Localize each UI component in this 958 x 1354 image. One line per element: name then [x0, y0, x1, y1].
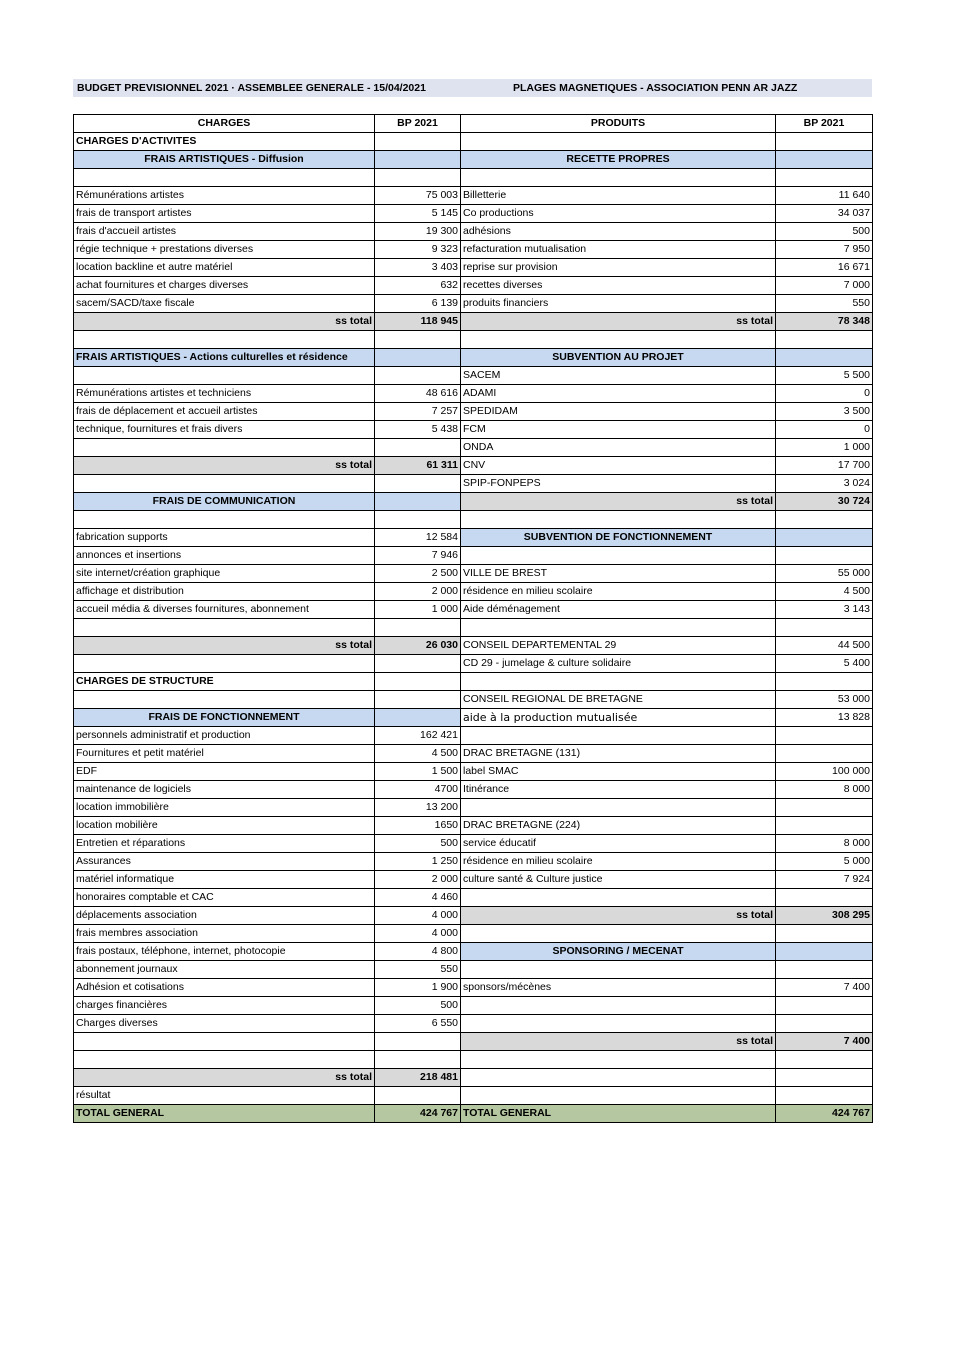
produit-amount: 308 295	[776, 907, 873, 925]
produit-amount	[776, 943, 873, 961]
table-row	[74, 817, 873, 835]
produit-label: ONDA	[461, 439, 776, 457]
produit-amount: 7 400	[776, 1033, 873, 1051]
table-row	[74, 169, 873, 187]
charge-label: Rémunérations artistes et techniciens	[74, 385, 375, 403]
table-row	[74, 889, 873, 907]
charge-label: CHARGES D'ACTIVITES	[74, 133, 375, 151]
charge-label	[74, 655, 375, 673]
header-title-right: PLAGES MAGNETIQUES - ASSOCIATION PENN AR JAZZ	[513, 82, 798, 94]
charge-label: FRAIS DE FONCTIONNEMENT	[74, 709, 375, 727]
table-row	[74, 1087, 873, 1105]
produit-amount: 550	[776, 295, 873, 313]
produit-amount: 7 400	[776, 979, 873, 997]
produit-amount: 500	[776, 223, 873, 241]
table-row	[74, 997, 873, 1015]
produit-amount	[776, 1087, 873, 1105]
table-row	[74, 943, 873, 961]
produit-amount	[776, 511, 873, 529]
produit-label	[461, 1051, 776, 1069]
charge-label: location mobilière	[74, 817, 375, 835]
charge-amount: 500	[375, 997, 461, 1015]
charge-amount: 2 000	[375, 871, 461, 889]
produit-amount	[776, 799, 873, 817]
produit-amount: 17 700	[776, 457, 873, 475]
charge-label: CHARGES DE STRUCTURE	[74, 673, 375, 691]
charge-label: Rémunérations artistes	[74, 187, 375, 205]
produit-label	[461, 331, 776, 349]
table-row	[74, 187, 873, 205]
produit-label: ss total	[461, 313, 776, 331]
produit-amount	[776, 349, 873, 367]
table-row	[74, 529, 873, 547]
produit-amount: 1 000	[776, 439, 873, 457]
charge-label	[74, 331, 375, 349]
produit-amount: 8 000	[776, 835, 873, 853]
produit-amount: 55 000	[776, 565, 873, 583]
produit-label: ADAMI	[461, 385, 776, 403]
charge-label	[74, 619, 375, 637]
charge-amount: 632	[375, 277, 461, 295]
produit-amount	[776, 619, 873, 637]
charge-amount	[375, 1087, 461, 1105]
produit-label	[461, 619, 776, 637]
produit-amount	[776, 925, 873, 943]
produit-label: résidence en milieu scolaire	[461, 853, 776, 871]
charge-amount: 61 311	[375, 457, 461, 475]
charge-amount: 48 616	[375, 385, 461, 403]
produit-label: adhésions	[461, 223, 776, 241]
table-row	[74, 367, 873, 385]
produit-label: TOTAL GENERAL	[461, 1105, 776, 1123]
table-row	[74, 601, 873, 619]
produit-amount: 78 348	[776, 313, 873, 331]
table-row	[74, 547, 873, 565]
table-row	[74, 853, 873, 871]
charge-amount: 424 767	[375, 1105, 461, 1123]
charge-label: honoraires comptable et CAC	[74, 889, 375, 907]
produit-amount: 3 143	[776, 601, 873, 619]
charge-amount	[375, 367, 461, 385]
produit-label: label SMAC	[461, 763, 776, 781]
charge-label: ss total	[74, 1069, 375, 1087]
produit-label: SPEDIDAM	[461, 403, 776, 421]
charge-amount: 218 481	[375, 1069, 461, 1087]
produit-label: SPONSORING / MECENAT	[461, 943, 776, 961]
charge-label: régie technique + prestations diverses	[74, 241, 375, 259]
column-header-produits: PRODUITS	[461, 115, 776, 133]
produit-label: VILLE DE BREST	[461, 565, 776, 583]
charge-amount: 4 000	[375, 907, 461, 925]
charge-label: frais de déplacement et accueil artistes	[74, 403, 375, 421]
produit-label: service éducatif	[461, 835, 776, 853]
charge-amount: 13 200	[375, 799, 461, 817]
table-header-row	[74, 115, 873, 133]
produit-label: Billetterie	[461, 187, 776, 205]
table-row	[74, 475, 873, 493]
charge-label: Adhésion et cotisations	[74, 979, 375, 997]
column-header-charges: CHARGES	[74, 115, 375, 133]
produit-label: SUBVENTION AU PROJET	[461, 349, 776, 367]
table-row	[74, 799, 873, 817]
table-row	[74, 673, 873, 691]
charge-label: frais membres association	[74, 925, 375, 943]
produit-label: RECETTE PROPRES	[461, 151, 776, 169]
table-row	[74, 277, 873, 295]
produit-amount: 44 500	[776, 637, 873, 655]
charge-amount: 26 030	[375, 637, 461, 655]
charge-label: FRAIS ARTISTIQUES - Actions culturelles et résidence	[74, 349, 375, 367]
charge-label: abonnement journaux	[74, 961, 375, 979]
produit-label: SPIP-FONPEPS	[461, 475, 776, 493]
charge-amount: 4 500	[375, 745, 461, 763]
produit-amount: 0	[776, 421, 873, 439]
charge-label	[74, 1051, 375, 1069]
produit-label: SUBVENTION DE FONCTIONNEMENT	[461, 529, 776, 547]
produit-label: CONSEIL REGIONAL DE BRETAGNE	[461, 691, 776, 709]
table-row	[74, 331, 873, 349]
table-row	[74, 295, 873, 313]
produit-label	[461, 997, 776, 1015]
produit-label	[461, 889, 776, 907]
produit-label	[461, 925, 776, 943]
produit-label: ss total	[461, 1033, 776, 1051]
produit-label	[461, 961, 776, 979]
charge-label	[74, 475, 375, 493]
table-row	[74, 637, 873, 655]
table-row	[74, 1051, 873, 1069]
table-row	[74, 691, 873, 709]
column-header-bp-produits: BP 2021	[776, 115, 873, 133]
charge-amount: 12 584	[375, 529, 461, 547]
charge-amount: 2 500	[375, 565, 461, 583]
column-header-bp-charges: BP 2021	[375, 115, 461, 133]
charge-label: frais d'accueil artistes	[74, 223, 375, 241]
produit-label	[461, 673, 776, 691]
table-row	[74, 961, 873, 979]
produit-label	[461, 133, 776, 151]
charge-amount: 1 250	[375, 853, 461, 871]
charge-amount: 4 460	[375, 889, 461, 907]
charge-label: frais postaux, téléphone, internet, photocopie	[74, 943, 375, 961]
charge-label	[74, 511, 375, 529]
charge-label	[74, 439, 375, 457]
produit-amount	[776, 961, 873, 979]
table-row	[74, 619, 873, 637]
table-row	[74, 1069, 873, 1087]
table-row	[74, 727, 873, 745]
charge-label: location backline et autre matériel	[74, 259, 375, 277]
charge-label: site internet/création graphique	[74, 565, 375, 583]
produit-amount	[776, 1051, 873, 1069]
produit-amount	[776, 547, 873, 565]
charge-amount	[375, 169, 461, 187]
produit-label: recettes diverses	[461, 277, 776, 295]
charge-label: achat fournitures et charges diverses	[74, 277, 375, 295]
produit-amount	[776, 151, 873, 169]
charge-amount	[375, 709, 461, 727]
produit-amount: 7 924	[776, 871, 873, 889]
charge-label: personnels administratif et production	[74, 727, 375, 745]
charge-amount: 1650	[375, 817, 461, 835]
charge-amount: 5 438	[375, 421, 461, 439]
charge-label: technique, fournitures et frais divers	[74, 421, 375, 439]
table-row	[74, 403, 873, 421]
charge-label: Entretien et réparations	[74, 835, 375, 853]
charge-amount	[375, 619, 461, 637]
produit-label: Aide déménagement	[461, 601, 776, 619]
produit-label: refacturation mutualisation	[461, 241, 776, 259]
charge-label: Assurances	[74, 853, 375, 871]
produit-label: Co productions	[461, 205, 776, 223]
produit-label	[461, 1069, 776, 1087]
produit-amount: 53 000	[776, 691, 873, 709]
charge-label: déplacements association	[74, 907, 375, 925]
charge-label: ss total	[74, 457, 375, 475]
produit-amount: 3 500	[776, 403, 873, 421]
produit-amount	[776, 1069, 873, 1087]
table-row	[74, 151, 873, 169]
charge-amount: 500	[375, 835, 461, 853]
produit-label: DRAC BRETAGNE (131)	[461, 745, 776, 763]
produit-label	[461, 799, 776, 817]
table-row	[74, 385, 873, 403]
produit-label: CNV	[461, 457, 776, 475]
produit-label: Itinérance	[461, 781, 776, 799]
charge-label: frais de transport artistes	[74, 205, 375, 223]
produit-amount: 0	[776, 385, 873, 403]
produit-label: ss total	[461, 493, 776, 511]
produit-label	[461, 169, 776, 187]
produit-amount: 7 000	[776, 277, 873, 295]
produit-amount: 11 640	[776, 187, 873, 205]
charge-amount	[375, 655, 461, 673]
charge-amount: 7 946	[375, 547, 461, 565]
produit-amount: 5 400	[776, 655, 873, 673]
table-row	[74, 439, 873, 457]
produit-amount	[776, 673, 873, 691]
table-row	[74, 925, 873, 943]
header-title-left: BUDGET PREVISIONNEL 2021 · ASSEMBLEE GENERALE - 15/04/2021	[77, 82, 426, 94]
table-row	[74, 1105, 873, 1123]
table-row	[74, 493, 873, 511]
produit-amount	[776, 1015, 873, 1033]
charge-label: accueil média & diverses fournitures, abonnement	[74, 601, 375, 619]
produit-label: produits financiers	[461, 295, 776, 313]
charge-label: fabrication supports	[74, 529, 375, 547]
produit-label: FCM	[461, 421, 776, 439]
produit-label	[461, 547, 776, 565]
charge-amount	[375, 151, 461, 169]
produit-amount: 5 500	[776, 367, 873, 385]
table-row	[74, 241, 873, 259]
produit-amount	[776, 133, 873, 151]
charge-amount: 5 145	[375, 205, 461, 223]
charge-label	[74, 691, 375, 709]
charge-amount: 118 945	[375, 313, 461, 331]
produit-label	[461, 727, 776, 745]
charge-amount	[375, 331, 461, 349]
table-row	[74, 709, 873, 727]
produit-amount	[776, 529, 873, 547]
table-row	[74, 421, 873, 439]
charge-amount: 9 323	[375, 241, 461, 259]
produit-amount: 16 671	[776, 259, 873, 277]
table-row	[74, 259, 873, 277]
charge-label: charges financières	[74, 997, 375, 1015]
produit-label: CD 29 - jumelage & culture solidaire	[461, 655, 776, 673]
charge-label: EDF	[74, 763, 375, 781]
charge-label: ss total	[74, 313, 375, 331]
charge-label: TOTAL GENERAL	[74, 1105, 375, 1123]
charge-amount	[375, 475, 461, 493]
produit-label: CONSEIL DEPARTEMENTAL 29	[461, 637, 776, 655]
charge-amount	[375, 133, 461, 151]
produit-amount: 3 024	[776, 475, 873, 493]
produit-amount: 424 767	[776, 1105, 873, 1123]
produit-amount	[776, 889, 873, 907]
charge-label: Charges diverses	[74, 1015, 375, 1033]
charge-label	[74, 1033, 375, 1051]
document-header	[73, 79, 872, 97]
charge-amount	[375, 511, 461, 529]
produit-amount	[776, 169, 873, 187]
charge-amount	[375, 1051, 461, 1069]
charge-label: FRAIS DE COMMUNICATION	[74, 493, 375, 511]
charge-amount: 6 139	[375, 295, 461, 313]
budget-table	[73, 114, 873, 1123]
charge-label: annonces et insertions	[74, 547, 375, 565]
produit-label: ss total	[461, 907, 776, 925]
produit-amount: 30 724	[776, 493, 873, 511]
charge-amount: 6 550	[375, 1015, 461, 1033]
charge-amount: 1 000	[375, 601, 461, 619]
produit-amount: 8 000	[776, 781, 873, 799]
table-row	[74, 457, 873, 475]
charge-label: affichage et distribution	[74, 583, 375, 601]
table-row	[74, 907, 873, 925]
produit-amount	[776, 817, 873, 835]
produit-amount	[776, 997, 873, 1015]
produit-amount: 100 000	[776, 763, 873, 781]
charge-label: matériel informatique	[74, 871, 375, 889]
produit-amount: 34 037	[776, 205, 873, 223]
table-row	[74, 871, 873, 889]
charge-amount	[375, 439, 461, 457]
produit-label: culture santé & Culture justice	[461, 871, 776, 889]
charge-amount: 7 257	[375, 403, 461, 421]
produit-amount	[776, 331, 873, 349]
charge-amount: 4700	[375, 781, 461, 799]
produit-label	[461, 1087, 776, 1105]
charge-label	[74, 367, 375, 385]
table-row	[74, 1033, 873, 1051]
charge-label: Fournitures et petit matériel	[74, 745, 375, 763]
charge-amount	[375, 493, 461, 511]
charge-amount: 2 000	[375, 583, 461, 601]
charge-label: ss total	[74, 637, 375, 655]
produit-label: SACEM	[461, 367, 776, 385]
charge-amount	[375, 1033, 461, 1051]
table-row	[74, 223, 873, 241]
table-row	[74, 781, 873, 799]
table-row	[74, 979, 873, 997]
produit-label: sponsors/mécènes	[461, 979, 776, 997]
charge-amount: 1 900	[375, 979, 461, 997]
charge-amount	[375, 691, 461, 709]
charge-amount	[375, 349, 461, 367]
table-row	[74, 511, 873, 529]
produit-amount	[776, 727, 873, 745]
produit-label	[461, 1015, 776, 1033]
charge-amount: 4 000	[375, 925, 461, 943]
charge-amount: 550	[375, 961, 461, 979]
table-row	[74, 745, 873, 763]
charge-label: location immobilière	[74, 799, 375, 817]
produit-amount: 13 828	[776, 709, 873, 727]
table-row	[74, 583, 873, 601]
table-row	[74, 205, 873, 223]
table-row	[74, 313, 873, 331]
charge-amount: 75 003	[375, 187, 461, 205]
charge-label	[74, 169, 375, 187]
table-row	[74, 763, 873, 781]
produit-label: reprise sur provision	[461, 259, 776, 277]
table-row	[74, 1015, 873, 1033]
produit-amount	[776, 745, 873, 763]
produit-label: résidence en milieu scolaire	[461, 583, 776, 601]
charge-amount: 3 403	[375, 259, 461, 277]
table-row	[74, 349, 873, 367]
produit-amount: 7 950	[776, 241, 873, 259]
charge-label: sacem/SACD/taxe fiscale	[74, 295, 375, 313]
produit-label	[461, 511, 776, 529]
charge-amount	[375, 673, 461, 691]
produit-amount: 4 500	[776, 583, 873, 601]
table-row	[74, 133, 873, 151]
charge-amount: 162 421	[375, 727, 461, 745]
charge-label: FRAIS ARTISTIQUES - Diffusion	[74, 151, 375, 169]
charge-amount: 1 500	[375, 763, 461, 781]
charge-label: maintenance de logiciels	[74, 781, 375, 799]
produit-amount: 5 000	[776, 853, 873, 871]
charge-amount: 4 800	[375, 943, 461, 961]
produit-label: DRAC BRETAGNE (224)	[461, 817, 776, 835]
charge-label: résultat	[74, 1087, 375, 1105]
table-row	[74, 655, 873, 673]
table-row	[74, 835, 873, 853]
charge-amount: 19 300	[375, 223, 461, 241]
table-row	[74, 565, 873, 583]
produit-label: aide à la production mutualisée	[461, 709, 776, 727]
